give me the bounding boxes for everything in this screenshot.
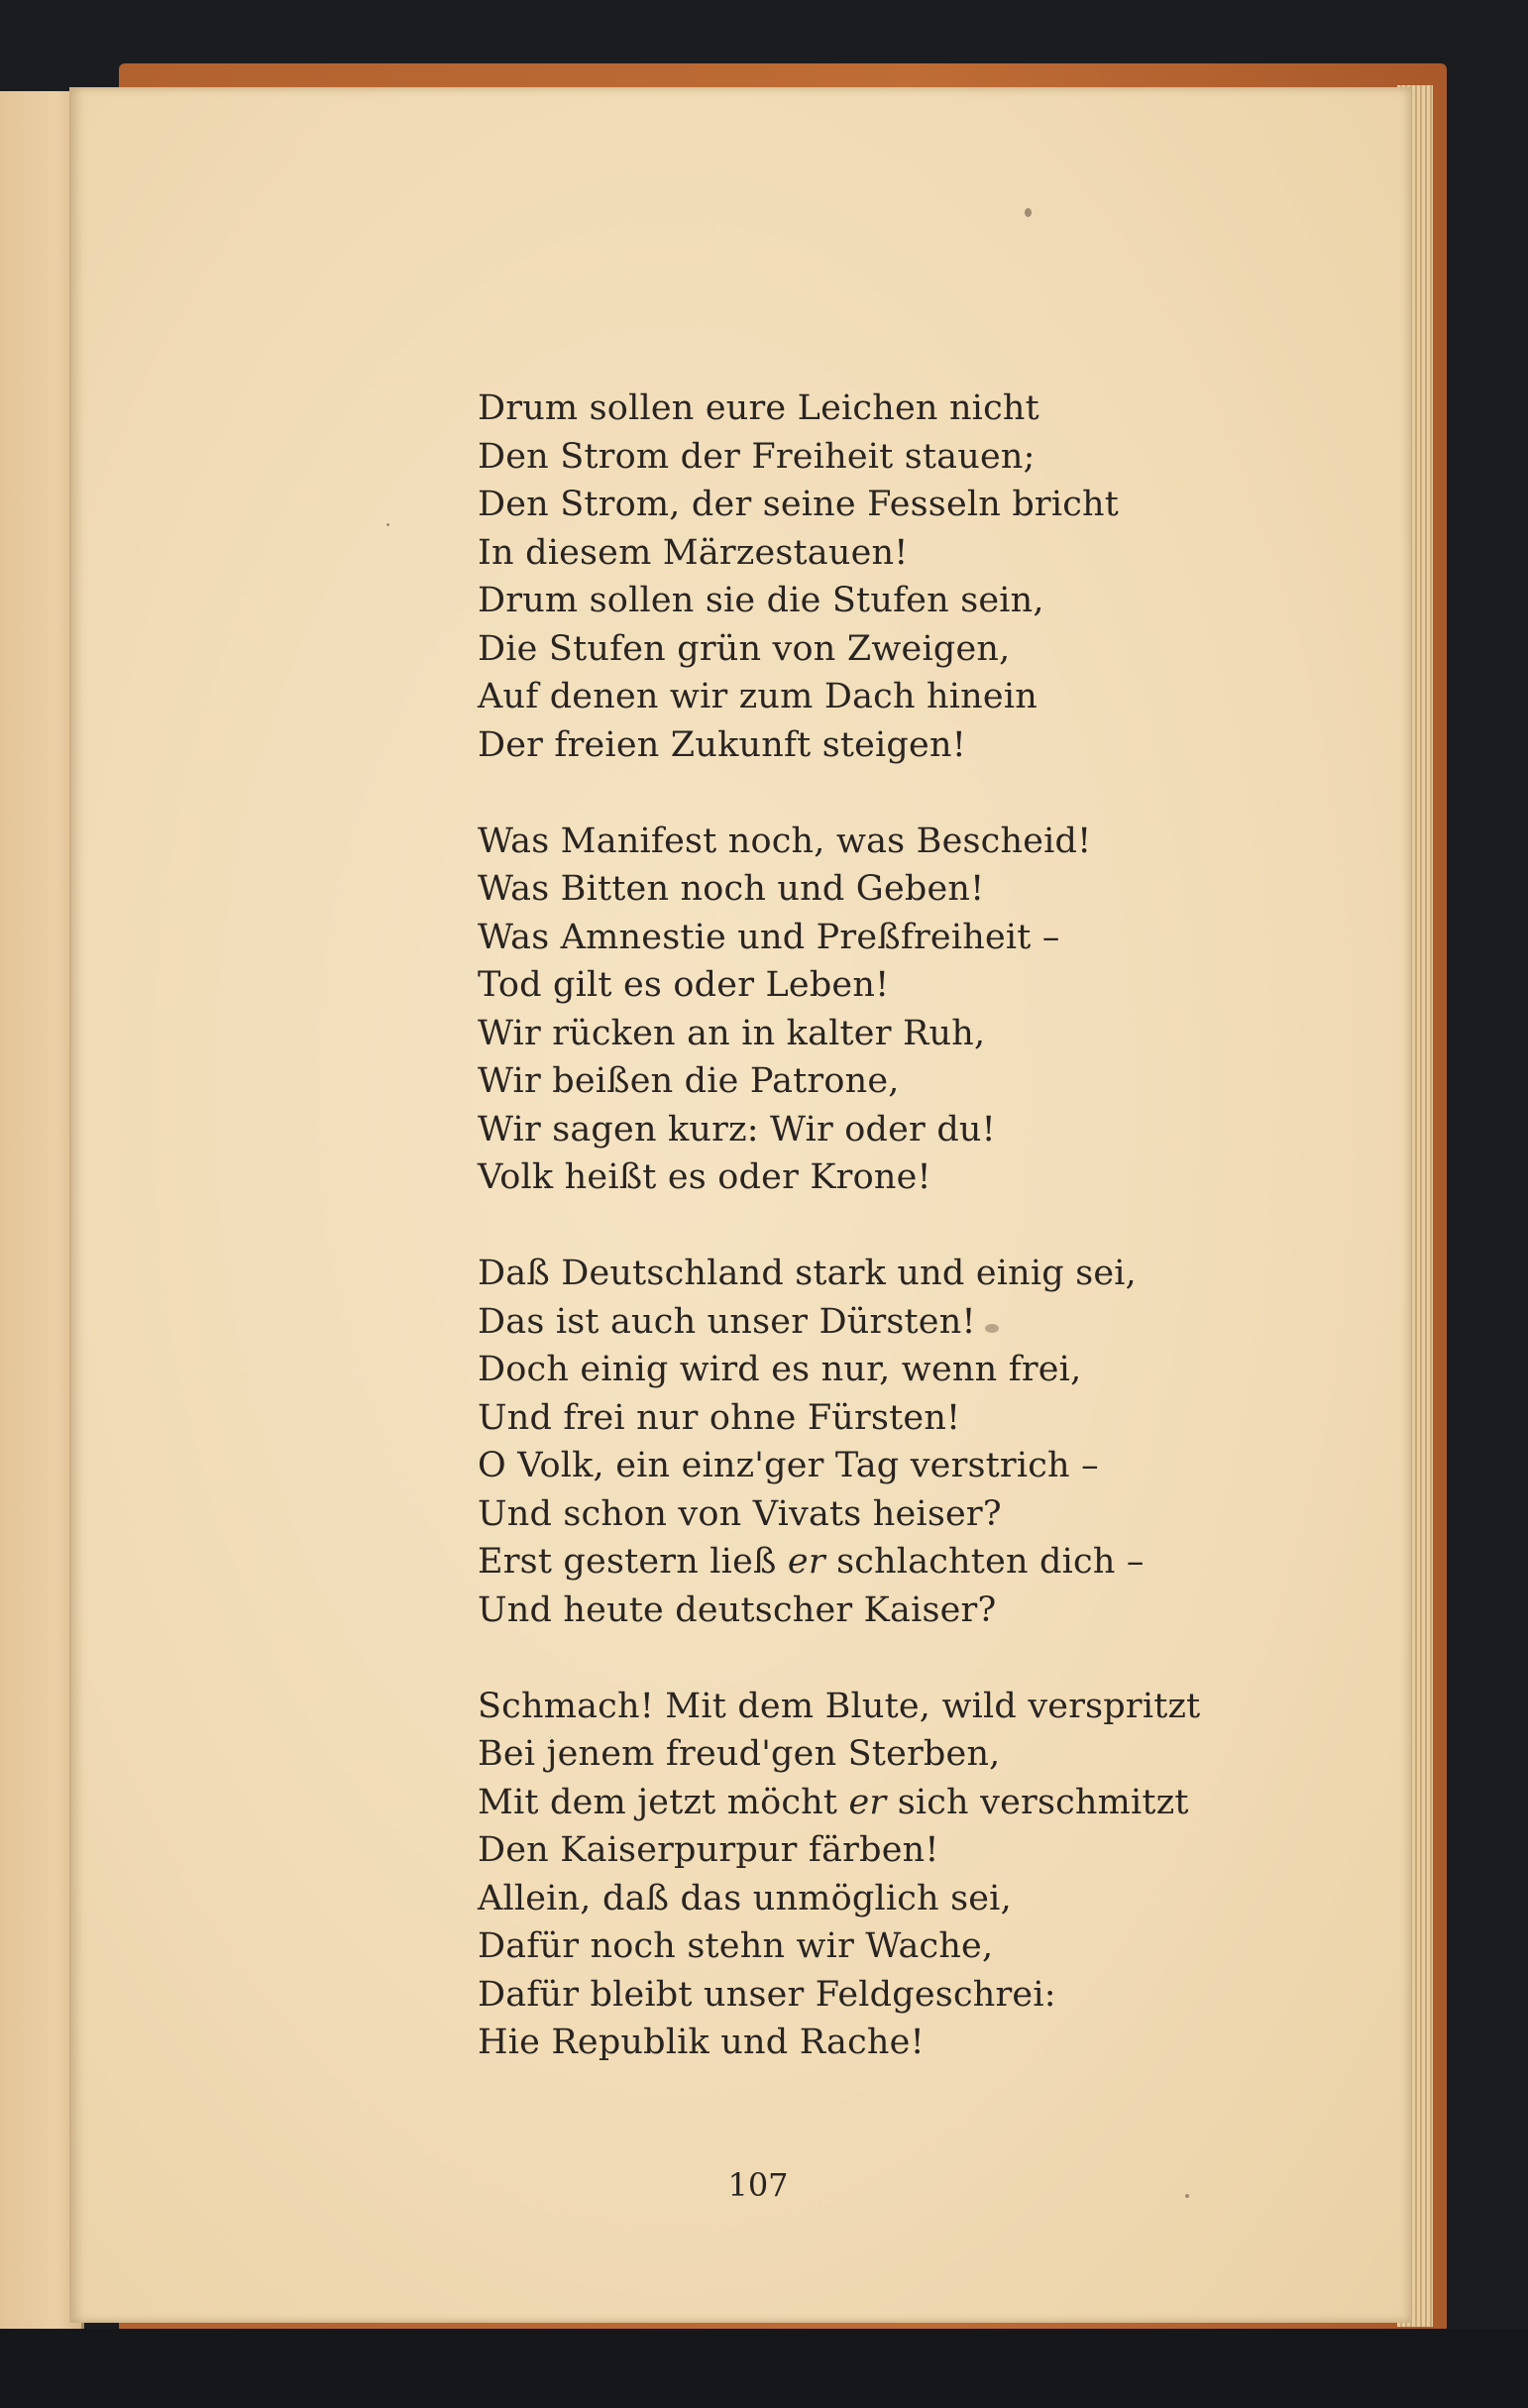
poem-line: Das ist auch unser Dürsten!	[478, 1301, 976, 1342]
poem-line: Wir sagen kurz: Wir oder du!	[478, 1109, 996, 1149]
poem-line-text: Erst gestern ließ	[478, 1542, 788, 1582]
poem-line: In diesem Märzestauen!	[478, 532, 909, 573]
poem-line: Daß Deutschland stark und einig sei,	[478, 1254, 1137, 1293]
poem-line: Und schon von Vivats heiser?	[478, 1493, 1002, 1534]
poem-line: Die Stufen grün von Zweigen,	[478, 628, 1011, 669]
poem-line: Und heute deutscher Kaiser?	[478, 1589, 997, 1630]
poem-line: Tod gilt es oder Leben!	[478, 965, 890, 1005]
poem-line: Den Strom, der seine Fesseln bricht	[478, 485, 1120, 524]
poem-line	[478, 1779, 1200, 1827]
paper-speck	[1025, 208, 1032, 217]
poem-line: Den Kaiserpurpur färben!	[478, 1830, 939, 1870]
poem-line: Hie Republik und Rache!	[478, 2023, 925, 2062]
poem-line: Und frei nur ohne Fürsten!	[478, 1397, 961, 1438]
poem-line: Doch einig wird es nur, wenn frei,	[478, 1350, 1082, 1389]
poem-line: Was Bitten noch und Geben!	[478, 869, 985, 909]
poem-line: Was Amnestie und Preßfreiheit –	[478, 917, 1060, 957]
poem-stanza	[478, 1250, 1200, 1634]
poem-line: Drum sollen sie die Stufen sein,	[478, 581, 1044, 620]
backdrop	[0, 2329, 1528, 2408]
poem-line: Wir rücken an in kalter Ruh,	[478, 1013, 986, 1053]
poem-stanza	[478, 384, 1200, 769]
poem-line	[478, 1538, 1200, 1587]
poem-line-text: Mit dem jetzt möcht	[478, 1782, 849, 1822]
poem-line: Volk heißt es oder Krone!	[478, 1157, 931, 1197]
poem-text	[478, 384, 1200, 2067]
poem-line: Auf denen wir zum Dach hinein	[478, 677, 1037, 716]
poem-line: Den Strom der Freiheit stauen;	[478, 436, 1036, 477]
book-page	[69, 87, 1411, 2323]
poem-line: Dafür noch stehn wir Wache,	[478, 1926, 994, 1966]
poem-line: Was Manifest noch, was Bescheid!	[478, 821, 1092, 861]
poem-line: Dafür bleibt unser Feldgeschrei:	[478, 1974, 1056, 2015]
poem-line: Wir beißen die Patrone,	[478, 1061, 900, 1101]
poem-line: Bei jenem freud'gen Sterben,	[478, 1734, 1001, 1774]
poem-stanza	[478, 1683, 1200, 2067]
poem-line: Schmach! Mit dem Blute, wild verspritzt	[478, 1686, 1201, 1726]
poem-line-text: schlachten dich –	[824, 1542, 1145, 1582]
paper-speck	[386, 523, 389, 526]
poem-line: Allein, daß das unmöglich sei,	[478, 1878, 1012, 1918]
poem-stanza	[478, 818, 1200, 1202]
poem-line-italic: er	[848, 1782, 887, 1822]
poem-line: Der freien Zukunft steigen!	[478, 724, 966, 765]
page-number: 107	[727, 2166, 789, 2204]
poem-line-text: sich verschmitzt	[886, 1782, 1189, 1822]
poem-line: O Volk, ein einz'ger Tag verstrich –	[478, 1446, 1099, 1485]
poem-line: Drum sollen eure Leichen nicht	[478, 388, 1039, 428]
poem-line-italic: er	[787, 1542, 825, 1582]
